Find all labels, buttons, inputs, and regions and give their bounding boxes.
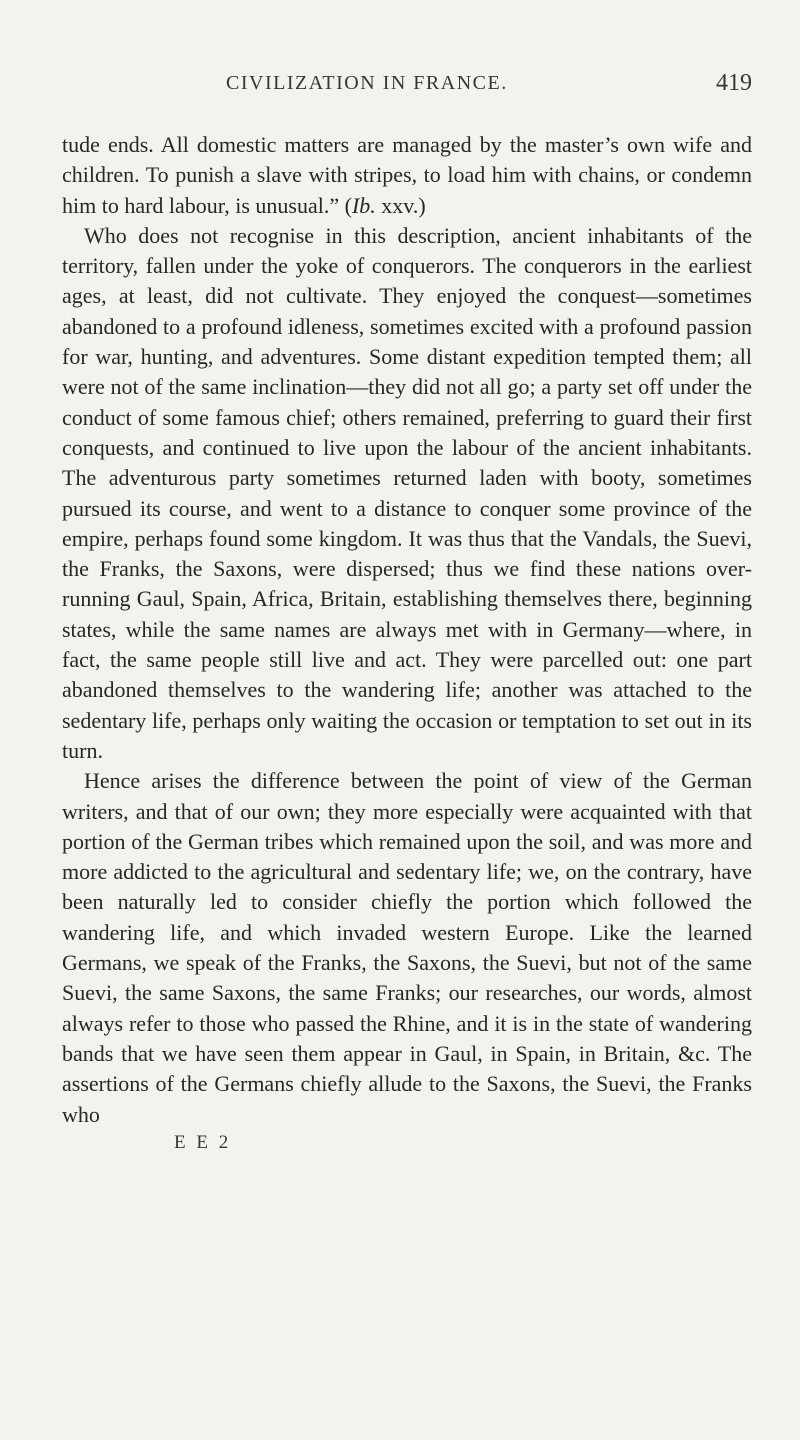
citation-ref: Ib. <box>351 192 376 218</box>
running-title: CIVILIZATION IN FRANCE. <box>226 72 508 94</box>
paragraph-2: Who does not recognise in this description, ancient inhabitants of the territory, fallen under the yoke of conquerors. The conquerors in the earliest ages, at least, did not cultivate. They enjoyed the conquest—sometimes abandoned to a profound idleness, sometimes excited with a profound passion for war, hunting, and adventures. Some distant expedition tempted them; all were not of the same inclination—they did not all go; a party set off under the conduct of some famous chief; others remained, preferring to guard their first conquests, and continued to live upon the labour of the ancient inhabitants. The adventurous party sometimes returned laden with booty, sometimes pursued its course, and went to a distance to conquer some province of the empire, perhaps found some kingdom. It was thus that the Vandals, the Suevi, the Franks, the Saxons, were dispersed; thus we find these nations over-running Gaul, Spain, Africa, Britain, establishing themselves there, beginning states, while the same names are always met with in Germany—where, in fact, the same people still live and act. They were parcelled out: one part abandoned themselves to the wandering life; another was attached to the sedentary life, perhaps only waiting the occasion or temptation to set out in its turn. <box>62 222 752 763</box>
page-header <box>62 60 752 100</box>
printer-signature-mark: E E 2 <box>174 1131 232 1153</box>
paragraph-1-text: tude ends. All domestic matters are managed by the master’s own wife and children. To punish a slave with stripes, to load him with chains, or condemn him to hard labour, is unusual.” ( <box>62 132 752 218</box>
page-number: 419 <box>716 70 752 96</box>
paragraph-1-tail: xxv.) <box>375 192 426 218</box>
paragraph-3: Hence arises the difference between the point of view of the German writers, and that of our own; they more especially were acquainted with that portion of the German tribes which remained upon the soil, and was more and more addicted to the agricultural and sedentary life; we, on the contrary, have been naturally led to consider chiefly the portion which followed the wandering life, and which invaded western Europe. Like the learned Germans, we speak of the Franks, the Saxons, the Suevi, but not of the same Suevi, the same Saxons, the same Franks; our researches, our words, almost always refer to those who passed the Rhine, and it is in the state of wandering bands that we have seen them appear in Gaul, in Spain, in Britain, &c. The assertions of the Germans chiefly allude to the Saxons, the Suevi, the Franks who <box>62 768 752 1127</box>
body-text <box>62 130 752 1130</box>
paragraph-1 <box>62 130 752 221</box>
